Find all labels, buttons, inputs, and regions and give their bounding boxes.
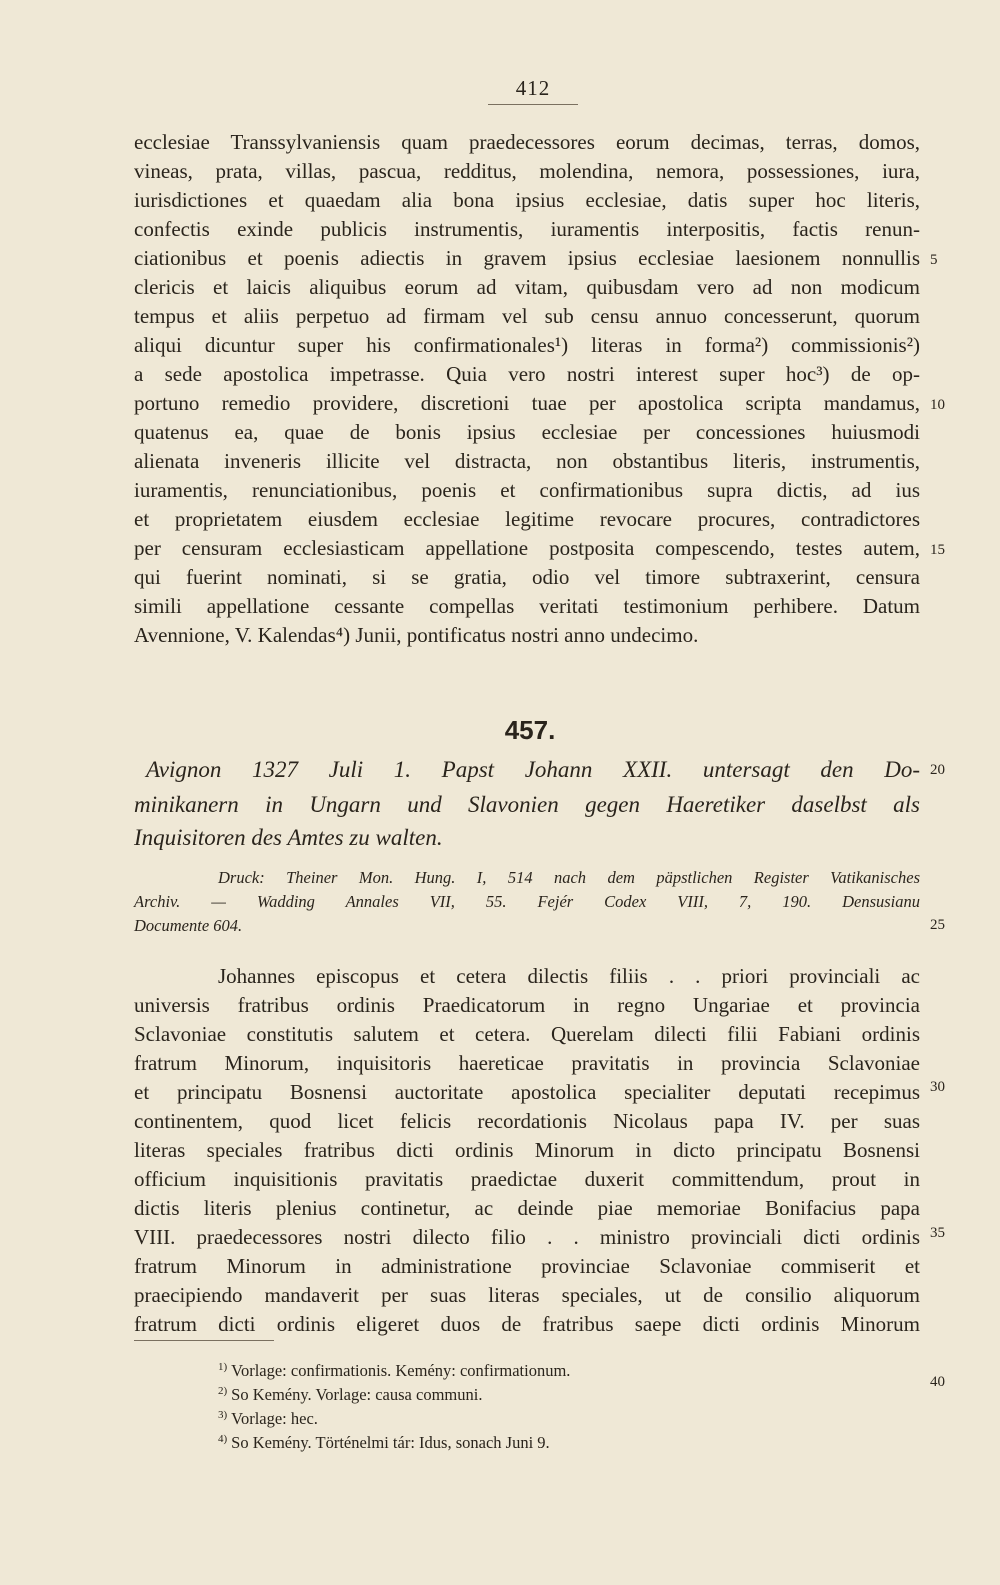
text-line: literas speciales fratribus dicti ordinis Minorum in dicto principatu Bosnensi [134,1138,920,1162]
footnote-marker: 1) [218,1361,228,1373]
footnote [218,1428,918,1450]
text-line: fratrum Minorum, inquisitoris haereticae pravitatis in provincia Sclavoniae [134,1051,920,1075]
margin-line-number: 25 [930,917,945,933]
page-number-rule [488,104,578,105]
text-line: continentem, quod licet felicis recordationis Nicolaus papa IV. per suas [134,1109,920,1133]
text-line: per censuram ecclesiasticam appellatione postposita compescendo, testes autem, [134,536,920,560]
source-line: Documente 604. [134,916,243,935]
text-line: dictis literis plenius continetur, ac deinde piae memoriae Bonifacius papa [134,1196,920,1220]
text-line: ciationibus et poenis adiectis in gravem ipsius ecclesiae laesionem nonnullis [134,246,920,270]
text-line: et proprietatem eiusdem ecclesiae legitime revocare procures, contradictores [134,507,920,531]
text-line: iurisdictiones et quaedam alia bona ipsius ecclesiae, datis super hoc literis, [134,188,920,212]
margin-line-number: 5 [930,252,938,268]
text-line: praecipiendo mandaverit per suas literas speciales, ut de consilio aliquorum [134,1283,920,1307]
footnote [218,1404,918,1426]
document-heading-line: minikanern in Ungarn und Slavonien gegen Haeretiker daselbst als [134,792,920,817]
text-line: et principatu Bosnensi auctoritate apostolica specialiter deputati recepimus [134,1080,920,1104]
footnote-rule [134,1340,274,1341]
footnote-marker: 4) [218,1433,228,1445]
text-line: alienata inveneris illicite vel distracta, non obstantibus literis, instrumentis, [134,449,920,473]
text-line: tempus et aliis perpetuo ad firmam vel sub censu annuo concesserunt, quorum [134,304,920,328]
margin-line-number: 40 [930,1374,945,1390]
text-line: a sede apostolica impetrasse. Quia vero nostri interest super hoc³) de op- [134,362,920,386]
text-line: clericis et laicis aliquibus eorum ad vitam, quibusdam vero ad non modicum [134,275,920,299]
source-line: Druck: Theiner Mon. Hung. I, 514 nach dem päpstlichen Register Vatikanisches [218,868,920,887]
footnote [218,1356,918,1378]
text-line: Avennione, V. Kalendas⁴) Junii, pontificatus nostri anno undecimo. [134,623,699,647]
text-line: vineas, prata, villas, pascua, redditus, molendina, nemora, possessiones, iura, [134,159,920,183]
margin-line-number: 30 [930,1079,945,1095]
text-line: Sclavoniae constitutis salutem et cetera. Querelam dilecti filii Fabiani ordinis [134,1022,920,1046]
text-line: quatenus ea, quae de bonis ipsius ecclesiae per concessiones huiusmodi [134,420,920,444]
margin-line-number: 15 [930,542,945,558]
text-line: portuno remedio providere, discretioni tuae per apostolica scripta mandamus, [134,391,920,415]
text-line: confectis exinde publicis instrumentis, iuramentis interpositis, factis renun- [134,217,920,241]
text-line: officium inquisitionis pravitatis praedictae duxerit committendum, prout in [134,1167,920,1191]
text-line: fratrum Minorum in administratione provinciae Sclavoniae commiserit et [134,1254,920,1278]
text-line: fratrum dicti ordinis eligeret duos de fratribus saepe dicti ordinis Minorum [134,1312,920,1336]
source-line: Archiv. — Wadding Annales VII, 55. Fejér Codex VIII, 7, 190. Densusianu [134,892,920,911]
text-line: simili appellatione cessante compellas veritati testimonium perhibere. Datum [134,594,920,618]
text-line: aliqui dicuntur super his confirmationales¹) literas in forma²) commissionis²) [134,333,920,357]
text-line: iuramentis, renunciationibus, poenis et confirmationibus supra dictis, ad ius [134,478,920,502]
footnote-text: Vorlage: hec. [231,1409,318,1428]
text-line: universis fratribus ordinis Praedicatorum in regno Ungariae et provincia [134,993,920,1017]
page-number: 412 [515,76,551,100]
footnote-text: Vorlage: confirmationis. Kemény: confirmationum. [231,1361,571,1380]
footnote-text: So Kemény. Vorlage: causa communi. [231,1385,483,1404]
footnote [218,1380,918,1402]
text-line: Johannes episcopus et cetera dilectis filiis . . priori provinciali ac [218,964,920,988]
document-number: 457. [504,715,556,745]
margin-line-number: 35 [930,1225,945,1241]
document-heading-line: Avignon 1327 Juli 1. Papst Johann XXII. untersagt den Do- [146,757,920,782]
document-heading-line: Inquisitoren des Amtes zu walten. [134,825,443,850]
margin-line-number: 10 [930,397,945,413]
margin-line-number: 20 [930,762,945,778]
text-line: VIII. praedecessores nostri dilecto filio . . ministro provinciali dicti ordinis [134,1225,920,1249]
footnote-text: So Kemény. Történelmi tár: Idus, sonach Juni 9. [231,1433,550,1452]
footnote-marker: 2) [218,1385,228,1397]
text-line: ecclesiae Transsylvaniensis quam praedecessores eorum decimas, terras, domos, [134,130,920,154]
text-line: qui fuerint nominati, si se gratia, odio vel timore subtraxerint, censura [134,565,920,589]
footnote-marker: 3) [218,1409,228,1421]
